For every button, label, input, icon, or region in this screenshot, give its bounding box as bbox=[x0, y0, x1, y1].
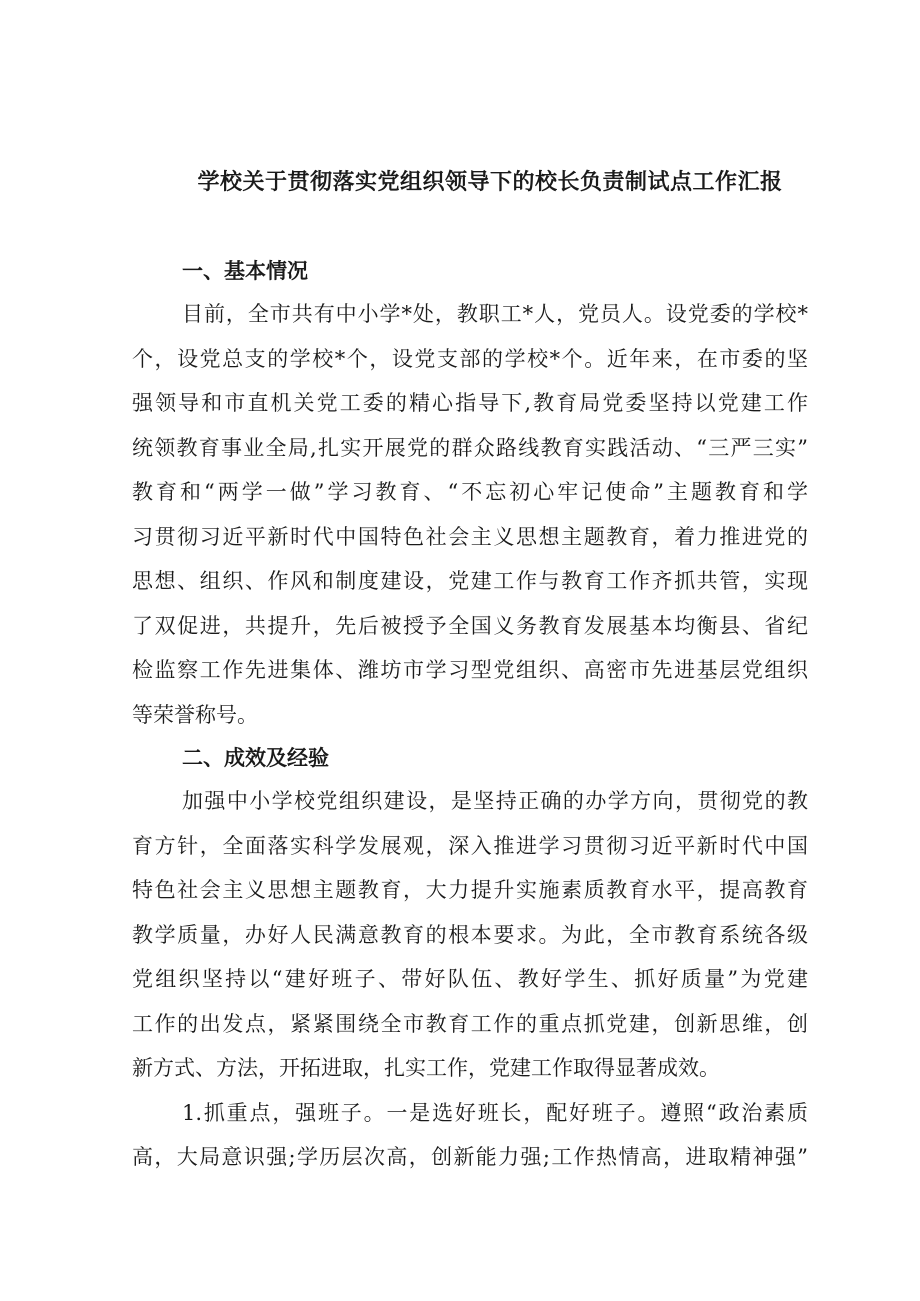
paragraph-line: 党组织坚持以“建好班子、带好队伍、教好学生、抓好质量”为党建 bbox=[132, 967, 808, 991]
paragraph-line: 高，大局意识强;学历层次高，创新能力强;工作热情高，进取精神强” bbox=[132, 1145, 808, 1169]
paragraph-line: 工作的出发点，紧紧围绕全市教育工作的重点抓党建，创新思维，创 bbox=[132, 1011, 808, 1036]
paragraph-line: 强领导和市直机关党工委的精心指导下,教育局党委坚持以党建工作 bbox=[132, 391, 808, 415]
paragraph-line: 加强中小学校党组织建设，是坚持正确的办学方向，贯彻党的教 bbox=[182, 789, 808, 813]
paragraph-focus-team bbox=[132, 1091, 808, 1180]
paragraph-line: 习贯彻习近平新时代中国特色社会主义思想主题教育，着力推进党的 bbox=[132, 524, 808, 549]
section-heading-results-experience: 二、成效及经验 bbox=[182, 745, 329, 770]
paragraph-line: 等荣誉称号。 bbox=[132, 702, 258, 727]
paragraph-results-intro bbox=[132, 779, 808, 1091]
document-body bbox=[132, 250, 808, 1180]
paragraph-line: 教育和“两学一做”学习教育、“不忘初心牢记使命”主题教育和学 bbox=[132, 480, 808, 504]
paragraph-line: 1.抓重点，强班子。一是选好班长，配好班子。遵照“政治素质 bbox=[182, 1100, 808, 1125]
paragraph-line: 育方针，全面落实科学发展观，深入推进学习贯彻习近平新时代中国 bbox=[132, 833, 808, 858]
paragraph-line: 个，设党总支的学校*个，设党支部的学校*个。近年来，在市委的坚 bbox=[132, 346, 808, 371]
paragraph-line: 检监察工作先进集体、潍坊市学习型党组织、高密市先进基层党组织 bbox=[132, 658, 808, 682]
paragraph-line: 了双促进，共提升，先后被授予全国义务教育发展基本均衡县、省纪 bbox=[132, 613, 808, 638]
paragraph-line: 统领教育事业全局,扎实开展党的群众路线教育实践活动、“三严三实” bbox=[132, 435, 808, 460]
paragraph-line: 目前，全市共有中小学*处，教职工*人，党员人。设党委的学校* bbox=[182, 302, 808, 326]
document-title: 学校关于贯彻落实党组织领导下的校长负责制试点工作汇报 bbox=[197, 169, 783, 195]
paragraph-line: 思想、组织、作风和制度建设，党建工作与教育工作齐抓共管，实现 bbox=[132, 569, 808, 593]
paragraph-line: 特色社会主义思想主题教育，大力提升实施素质教育水平，提高教育 bbox=[132, 878, 808, 902]
paragraph-line: 新方式、方法，开拓进取，扎实工作，党建工作取得显著成效。 bbox=[132, 1056, 720, 1080]
paragraph-basic-situation bbox=[132, 292, 808, 737]
paragraph-line: 教学质量，办好人民满意教育的根本要求。为此，全市教育系统各级 bbox=[132, 922, 808, 947]
section-heading-basic-situation: 一、基本情况 bbox=[182, 258, 308, 283]
